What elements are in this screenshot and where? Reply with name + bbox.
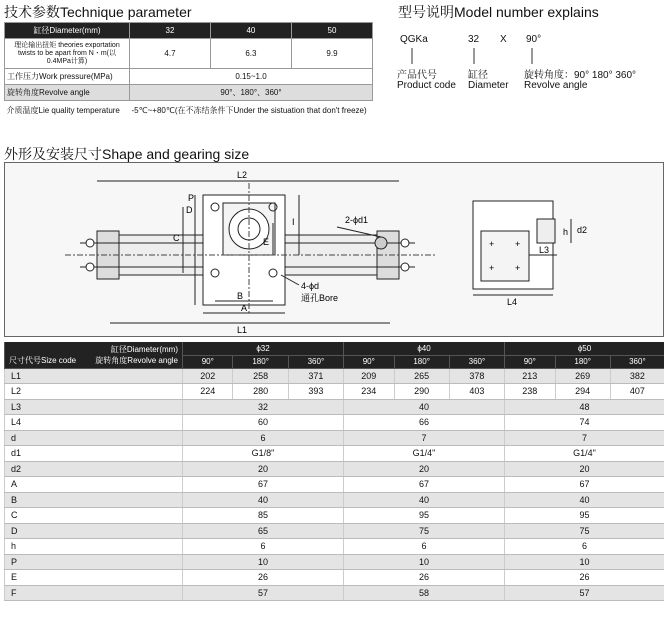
header-code: 尺寸代号Size code xyxy=(9,355,77,365)
shape-diagram xyxy=(4,162,664,337)
pressure-value: 0.15~1.0 xyxy=(130,69,373,85)
size-value: 234 xyxy=(344,384,394,400)
size-value: 26 xyxy=(344,570,505,586)
size-value: 95 xyxy=(344,508,505,524)
size-value: 20 xyxy=(183,461,344,477)
pressure-label: 工作压力Work pressure(MPa) xyxy=(5,69,130,85)
technique-title: 技术参数Technique parameter xyxy=(4,4,192,20)
angle-header: 360° xyxy=(449,355,504,368)
size-value: 74 xyxy=(505,415,664,431)
size-value: 58 xyxy=(344,585,505,601)
size-value: 95 xyxy=(505,508,664,524)
size-value: 224 xyxy=(183,384,233,400)
size-value: 6 xyxy=(505,539,664,555)
size-value: G1/4" xyxy=(344,446,505,462)
size-value: 75 xyxy=(505,523,664,539)
svg-text:+: + xyxy=(515,263,521,273)
diameter-label: 缸径Diameter(mm) xyxy=(5,23,130,39)
size-value: 290 xyxy=(394,384,449,400)
size-value: 26 xyxy=(505,570,664,586)
label-bore: 通孔Bore xyxy=(301,293,339,303)
label-L3: L3 xyxy=(539,245,550,255)
size-value: 265 xyxy=(394,368,449,384)
size-code: C xyxy=(5,508,183,524)
size-value: 20 xyxy=(505,461,664,477)
size-value: 65 xyxy=(183,523,344,539)
shape-title: 外形及安装尺寸Shape and gearing size xyxy=(4,146,250,162)
size-value: 67 xyxy=(505,477,664,493)
angle-header: 180° xyxy=(394,355,449,368)
diameter-50: 50 xyxy=(291,23,372,39)
model-connector-lines xyxy=(398,46,578,68)
size-value: 20 xyxy=(344,461,505,477)
torque-label: 理论输出扭矩 theories exportation twists to be apart from N・m(以0.4MPa计算) xyxy=(5,39,130,69)
label-h: h xyxy=(563,227,569,237)
size-value: 7 xyxy=(505,430,664,446)
size-value: 258 xyxy=(233,368,288,384)
size-value: 6 xyxy=(183,430,344,446)
temp-label: 介质温度Lie quality temperature xyxy=(6,106,120,116)
size-value: 371 xyxy=(288,368,343,384)
label-B: B xyxy=(237,291,244,301)
size-value: 26 xyxy=(183,570,344,586)
torque-32: 4.7 xyxy=(130,39,211,69)
size-value: 393 xyxy=(288,384,343,400)
size-value: 40 xyxy=(344,399,505,415)
size-value: 32 xyxy=(183,399,344,415)
table-row xyxy=(5,446,665,462)
size-value: 40 xyxy=(344,492,505,508)
size-value: 66 xyxy=(344,415,505,431)
size-value: 40 xyxy=(183,492,344,508)
torque-50: 9.9 xyxy=(291,39,372,69)
dimension-table xyxy=(4,342,664,601)
size-value: 6 xyxy=(344,539,505,555)
size-code: F xyxy=(5,585,183,601)
header-corner xyxy=(5,342,183,368)
angle-header: 90° xyxy=(183,355,233,368)
angle-value: 90°、180°、360° xyxy=(130,85,373,101)
angle-header: 180° xyxy=(233,355,288,368)
label-C: C xyxy=(173,233,180,243)
size-value: 280 xyxy=(233,384,288,400)
model-sep: X xyxy=(500,34,507,45)
model-diam-en: Diameter xyxy=(468,80,509,91)
size-value: 57 xyxy=(505,585,664,601)
size-code: L4 xyxy=(5,415,183,431)
group-50: ϕ50 xyxy=(505,342,664,355)
table-row xyxy=(5,492,665,508)
model-code: QGKa xyxy=(400,34,428,45)
header-diameter: 缸径Diameter(mm) xyxy=(110,344,178,354)
size-value: 40 xyxy=(505,492,664,508)
size-value: 10 xyxy=(344,554,505,570)
size-value: 7 xyxy=(344,430,505,446)
label-E: E xyxy=(263,237,270,247)
label-P: P xyxy=(188,193,195,203)
table-row xyxy=(5,399,665,415)
size-code: A xyxy=(5,477,183,493)
label-L1: L1 xyxy=(237,325,248,335)
table-row xyxy=(5,570,665,586)
size-value: 6 xyxy=(183,539,344,555)
size-value: 67 xyxy=(183,477,344,493)
angle-header: 90° xyxy=(505,355,555,368)
size-value: 209 xyxy=(344,368,394,384)
label-d1: 2-ϕd1 xyxy=(345,215,369,225)
size-value: 213 xyxy=(505,368,555,384)
size-code: d2 xyxy=(5,461,183,477)
model-angle-en: Revolve angle xyxy=(524,80,588,91)
table-row xyxy=(5,461,665,477)
size-value: 10 xyxy=(505,554,664,570)
model-title: 型号说明Model number explains xyxy=(398,4,599,20)
size-value: 85 xyxy=(183,508,344,524)
angle-header: 180° xyxy=(555,355,610,368)
table-row xyxy=(5,384,665,400)
group-40: ϕ40 xyxy=(344,342,505,355)
label-L2: L2 xyxy=(237,170,248,180)
size-value: 403 xyxy=(449,384,504,400)
svg-text:+: + xyxy=(489,263,495,273)
table-row xyxy=(5,508,665,524)
diameter-32: 32 xyxy=(130,23,211,39)
table-row xyxy=(5,477,665,493)
size-value: 48 xyxy=(505,399,664,415)
model-diameter: 32 xyxy=(468,34,480,45)
table-row xyxy=(5,368,665,384)
table-row xyxy=(5,585,665,601)
table-row xyxy=(5,415,665,431)
size-value: 269 xyxy=(555,368,610,384)
torque-40: 6.3 xyxy=(210,39,291,69)
label-L4: L4 xyxy=(507,297,518,307)
size-code: h xyxy=(5,539,183,555)
svg-text:+: + xyxy=(515,239,521,249)
size-value: 382 xyxy=(610,368,664,384)
label-I: I xyxy=(292,217,295,227)
size-code: E xyxy=(5,570,183,586)
size-value: 60 xyxy=(183,415,344,431)
size-code: d1 xyxy=(5,446,183,462)
label-d: 4-ϕd xyxy=(301,281,320,291)
size-code: L2 xyxy=(5,384,183,400)
size-value: G1/8" xyxy=(183,446,344,462)
size-code: P xyxy=(5,554,183,570)
size-value: 378 xyxy=(449,368,504,384)
size-value: 407 xyxy=(610,384,664,400)
label-A: A xyxy=(241,303,248,313)
size-value: 57 xyxy=(183,585,344,601)
size-value: 238 xyxy=(505,384,555,400)
technique-table xyxy=(4,22,373,121)
table-row xyxy=(5,523,665,539)
size-code: d xyxy=(5,430,183,446)
angle-header: 90° xyxy=(344,355,394,368)
model-code-en: Product code xyxy=(397,80,456,91)
svg-text:+: + xyxy=(489,239,495,249)
model-angle-cn: 旋转角度：90° 180° 360° xyxy=(524,70,637,81)
size-code: L3 xyxy=(5,399,183,415)
label-d2: d2 xyxy=(577,225,588,235)
model-code-cn: 产品代号 xyxy=(397,70,437,81)
size-value: 67 xyxy=(344,477,505,493)
label-D: D xyxy=(186,205,193,215)
temp-value: -5℃~+80℃(在不冻结条件下Under the sistuation that don't freeze) xyxy=(131,106,367,116)
diameter-40: 40 xyxy=(210,23,291,39)
size-value: 10 xyxy=(183,554,344,570)
table-row xyxy=(5,430,665,446)
angle-label: 旋转角度Revolve angle xyxy=(5,85,130,101)
size-code: D xyxy=(5,523,183,539)
model-diam-cn: 缸径 xyxy=(468,70,488,81)
header-angle: 旋转角度Revolve angle xyxy=(95,355,178,365)
cylinder-drawing xyxy=(5,163,663,336)
size-code: L1 xyxy=(5,368,183,384)
model-angle: 90° xyxy=(526,34,542,45)
group-32: ϕ32 xyxy=(183,342,344,355)
table-row xyxy=(5,539,665,555)
size-value: 202 xyxy=(183,368,233,384)
angle-header: 360° xyxy=(610,355,664,368)
size-value: 294 xyxy=(555,384,610,400)
size-value: G1/4" xyxy=(505,446,664,462)
size-code: B xyxy=(5,492,183,508)
angle-header: 360° xyxy=(288,355,343,368)
size-value: 75 xyxy=(344,523,505,539)
table-row xyxy=(5,554,665,570)
